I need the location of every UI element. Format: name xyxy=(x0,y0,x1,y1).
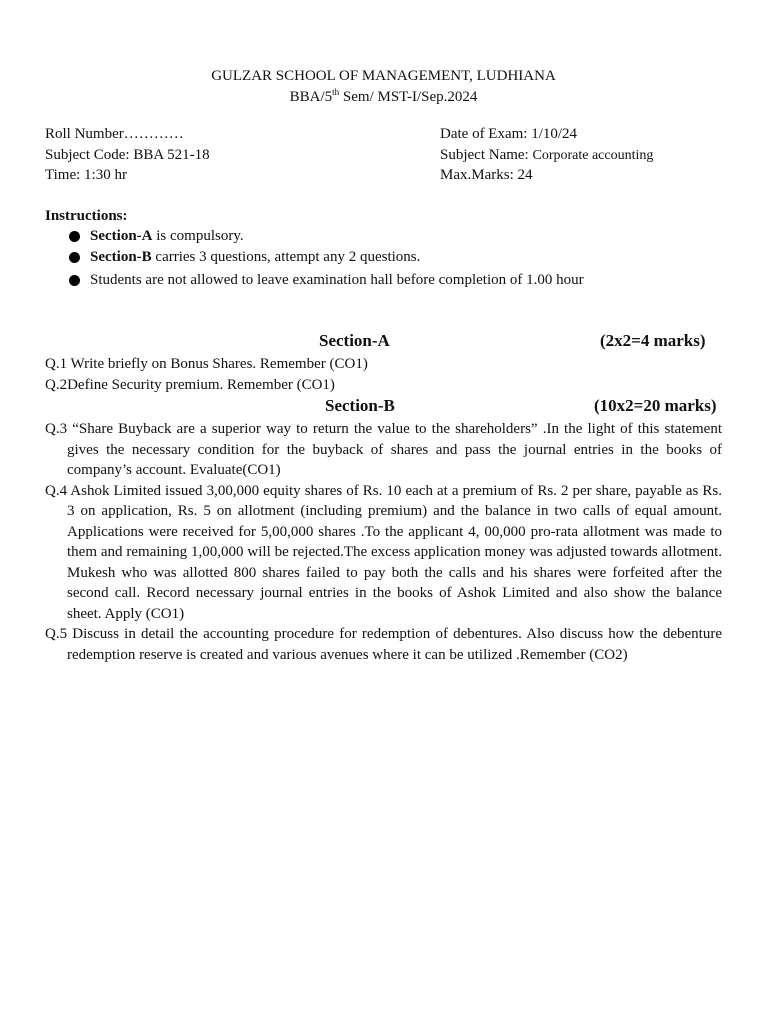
section-b-title: Section-B xyxy=(325,396,395,415)
instructions-list xyxy=(45,226,722,291)
instruction-bold: Section-B xyxy=(90,249,152,265)
subject-name-value: Corporate accounting xyxy=(532,147,654,163)
section-a-heading xyxy=(45,331,722,354)
exam-title xyxy=(45,87,722,108)
section-a-marks: (2x2=4 marks) xyxy=(600,331,706,350)
subject-code: Subject Code: BBA 521-18 xyxy=(45,146,210,163)
max-marks: Max.Marks: 24 xyxy=(440,167,533,183)
question-4: Q.4 Ashok Limited issued 3,00,000 equity shares of Rs. 10 each at a premium of Rs. 2 per share, payable as Rs. 3 on application, Rs. 5 on allotment (including premium) and the balance in two calls of equal amount. Applications were received for 5,00,000 shares .To the applicant 4, 00,000 pro-rata allotment was made to them and remaining 1,00,000 will be rejected.The excess application money was adjusted towards allotment. Mukesh who was allotted 800 shares failed to pay both the calls and his shares were forfeited after the second call. Record necessary journal entries in the books of Ashok Limited and also show the balance sheet. Apply (CO1) xyxy=(45,482,722,622)
roll-number: Roll Number………… xyxy=(45,126,184,142)
exam-superscript: th xyxy=(332,86,340,97)
instruction-text: carries 3 questions, attempt any 2 questions. xyxy=(151,249,421,265)
school-name: GULZAR SCHOOL OF MANAGEMENT, LUDHIANA xyxy=(211,68,556,84)
exam-meta xyxy=(45,124,722,186)
exam-date: Date of Exam: 1/10/24 xyxy=(440,126,578,142)
bullet-icon xyxy=(69,275,80,286)
question-2: Q.2Define Security premium. Remember (CO1) xyxy=(45,376,335,393)
exam-paper xyxy=(45,66,722,665)
instruction-bold: Section-A xyxy=(90,228,153,244)
instruction-item xyxy=(45,247,722,268)
question-3: Q.3 “Share Buyback are a superior way to return the value to the shareholders” .In the light of this statement gives the necessary condition for the buyback of shares and pass the journal entries in the books of company’s account. Evaluate(CO1) xyxy=(45,421,722,478)
instruction-text: is compulsory. xyxy=(152,228,244,244)
bullet-icon xyxy=(69,252,80,263)
exam-suffix: Sem/ MST-I/Sep.2024 xyxy=(339,88,478,105)
instructions-title: Instructions: xyxy=(45,207,128,224)
instruction-text: Students are not allowed to leave examination hall before completion of 1.00 hour xyxy=(90,272,584,288)
meta-right xyxy=(440,124,722,186)
exam-prefix: BBA/5 xyxy=(289,88,333,105)
exam-time: Time: 1:30 hr xyxy=(45,167,127,183)
subject-name xyxy=(440,145,722,166)
section-b-heading xyxy=(45,396,722,419)
question-1: Q.1 Write briefly on Bonus Shares. Remember (CO1) xyxy=(45,356,368,372)
section-b-marks: (10x2=20 marks) xyxy=(594,396,717,415)
subject-name-label: Subject Name: xyxy=(440,146,533,163)
section-a-title: Section-A xyxy=(319,331,390,350)
paper-header xyxy=(45,66,722,107)
question-5: Q.5 Discuss in detail the accounting procedure for redemption of debentures. Also discuss how the debenture redemption reserve is created and various avenues where it can be utilized .Remember (CO2) xyxy=(45,626,722,663)
meta-left xyxy=(45,124,440,186)
bullet-icon xyxy=(69,231,80,242)
instruction-item xyxy=(45,226,722,247)
instruction-item xyxy=(45,270,722,291)
